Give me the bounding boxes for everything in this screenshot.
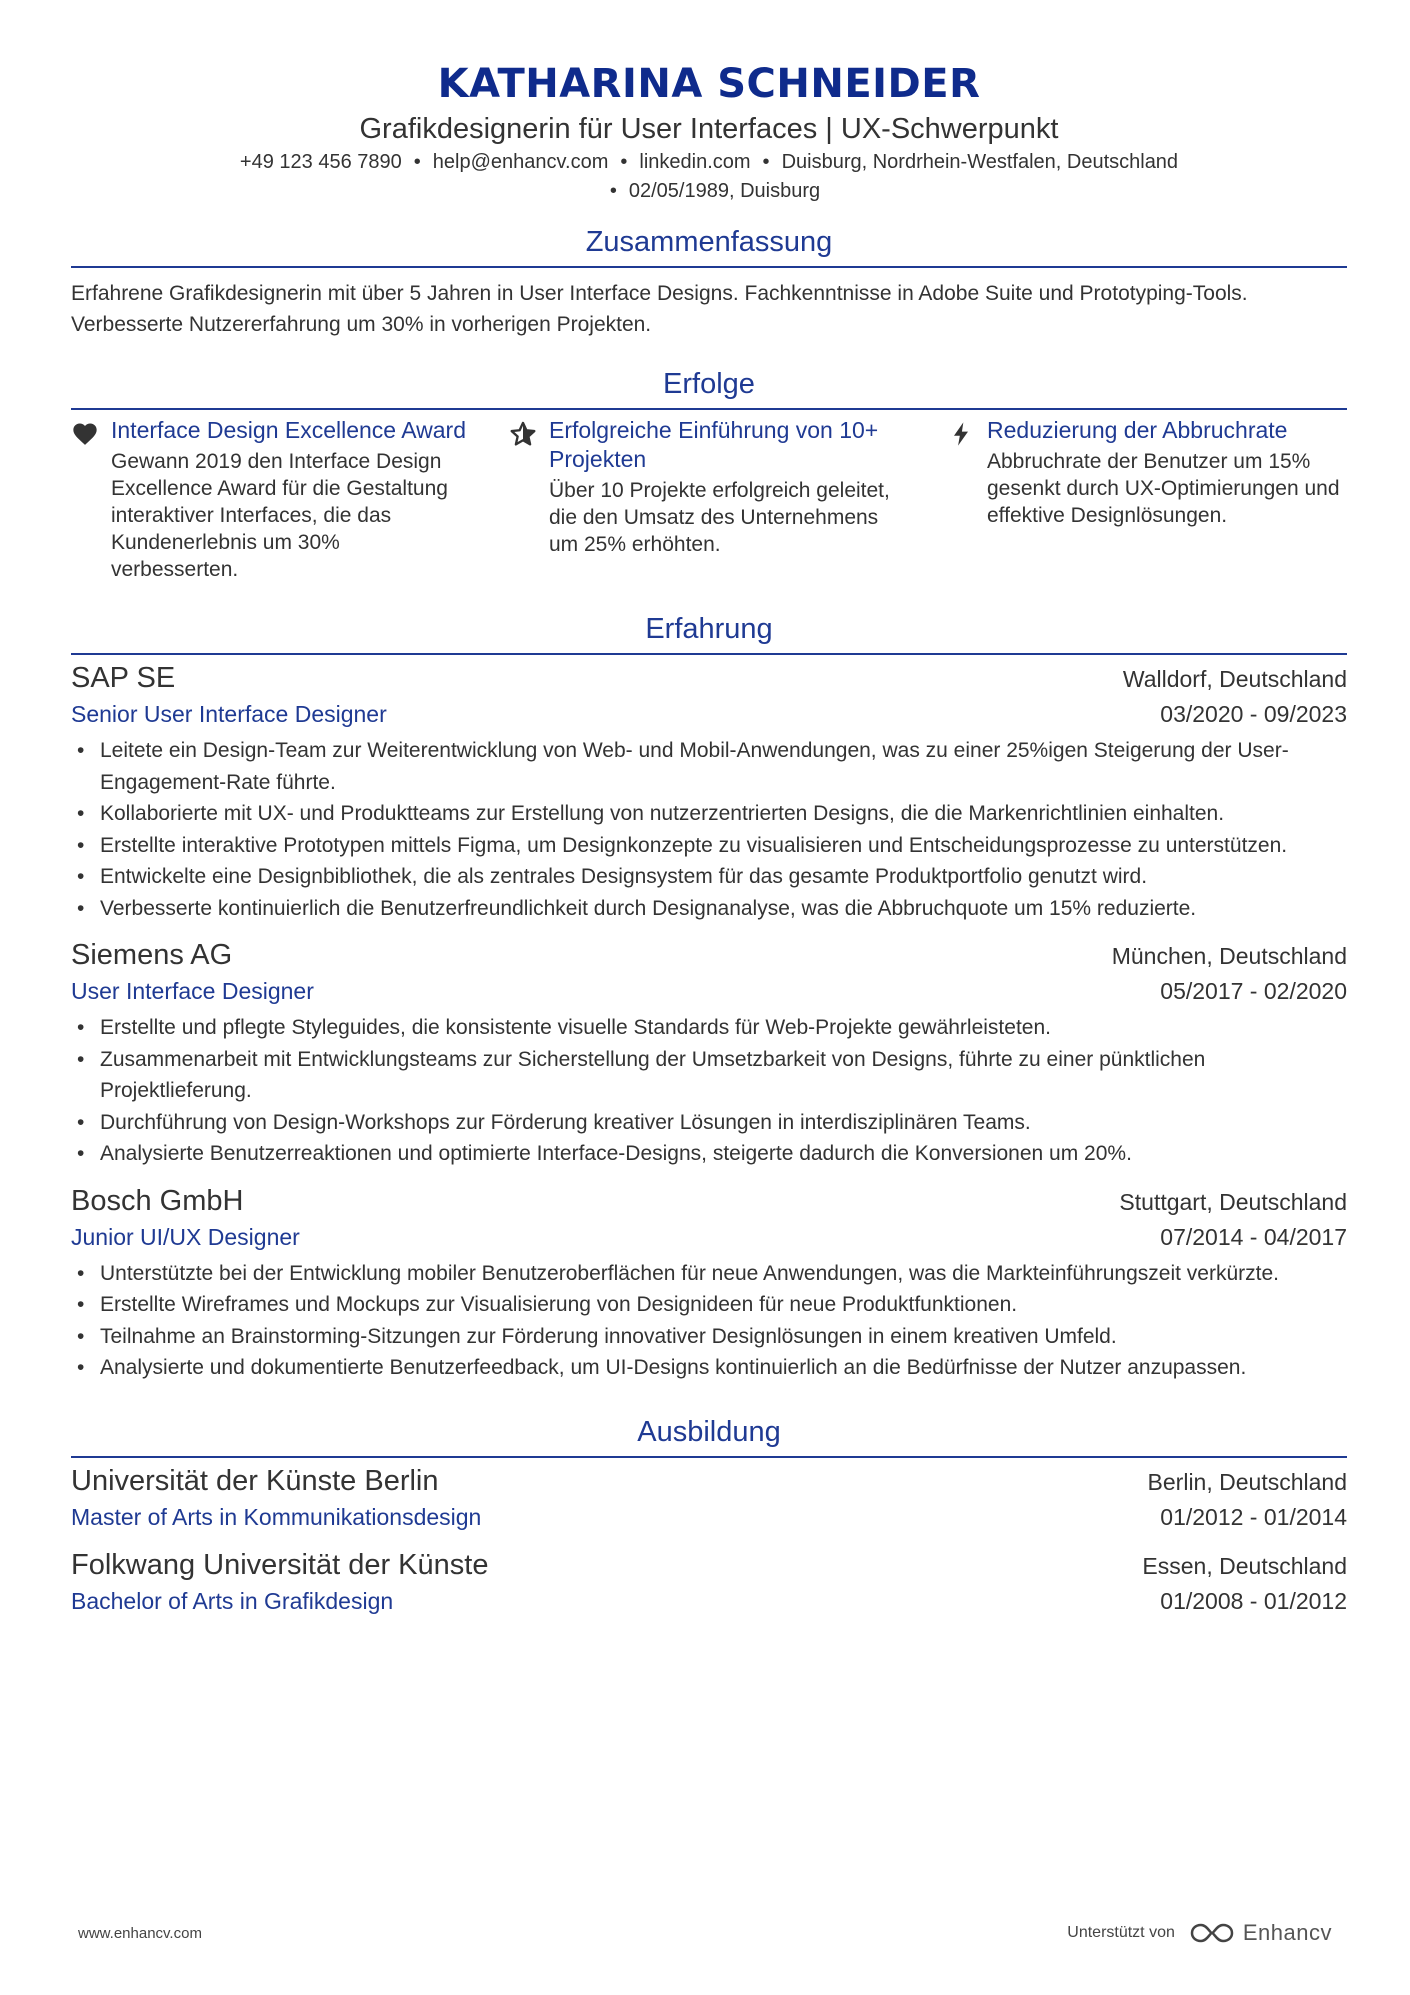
star-icon [509,416,549,448]
birth-line [71,177,1347,206]
separator-dot: • [762,151,770,173]
candidate-name: KATHARINA SCHNEIDER [437,61,981,107]
job-dates: 03/2020 - 09/2023 [1160,701,1347,727]
degree-name: Master of Arts in Kommunikationsdesign [71,1503,482,1530]
birth-text: 02/05/1989, Duisburg [628,180,821,202]
section-title-experience: Erfahrung [645,613,773,645]
list-item: • Analysierte Benutzerreaktionen und optimierte Interface-Designs, steigerte dadurch die Konversionen um 20%. [71,1138,1347,1170]
company-name: Siemens AG [71,939,233,971]
list-item: • Kollaborierte mit UX- und Produktteams zur Erstellung von nutzerzentrierten Designs, die die Markenrichtlinien einhalten. [71,798,1347,830]
page-footer [78,1920,1332,1946]
school-name: Folkwang Universität der Künste [71,1548,489,1581]
list-item: • Unterstützte bei der Entwicklung mobiler Benutzeroberflächen für neue Anwendungen, was die Markteinführungszeit verkürzte. [71,1258,1347,1290]
achievement-description: Über 10 Projekte erfolgreich geleitet, die den Umsatz des Unternehmens um 25% erhöhten. [549,479,890,556]
brand-logo[interactable] [1189,1920,1332,1946]
job-entry [71,936,1347,1170]
contact-line [71,148,1347,177]
brand-name: Enhancv [1242,1920,1332,1945]
footer-branding [1067,1920,1332,1946]
job-location: Stuttgart, Deutschland [1119,1188,1347,1215]
list-item: • Teilnahme an Brainstorming-Sitzungen zur Förderung innovativer Designlösungen in einem kreativen Umfeld. [71,1321,1347,1353]
job-entry [71,659,1347,924]
job-location: München, Deutschland [1111,943,1347,969]
section-title-summary: Zusammenfassung [585,226,833,258]
achievement-item [71,416,471,583]
resume-page [71,60,1347,1618]
section-divider [71,266,1347,268]
list-item: • Durchführung von Design-Workshops zur Förderung kreativer Lösungen in interdisziplinären Teams. [71,1107,1347,1139]
achievement-title: Interface Design Excellence Award [111,417,466,443]
education-entry [71,1462,1347,1534]
achievement-description: Gewann 2019 den Interface Design Excellence Award für die Gestaltung interaktiver Interfaces, die das Kundenerlebnis um 30% verbesserten. [111,450,448,581]
linkedin-link[interactable]: linkedin.com [639,151,751,173]
job-dates: 05/2017 - 02/2020 [1160,978,1347,1004]
list-item: • Verbesserte kontinuierlich die Benutzerfreundlichkeit durch Designanalyse, was die Abbruchquote um 15% reduzierte. [71,893,1347,925]
email-link[interactable]: help@enhancv.com [432,151,609,173]
section-divider [71,653,1347,655]
school-name: Universität der Künste Berlin [71,1464,439,1497]
list-item: • Erstellte Wireframes und Mockups zur Visualisierung von Designideen für neue Produktfunktionen. [71,1289,1347,1321]
job-location: Walldorf, Deutschland [1122,666,1347,692]
heart-icon [71,416,111,448]
school-location: Essen, Deutschland [1142,1552,1347,1579]
achievement-description: Abbruchrate der Benutzer um 15% gesenkt durch UX-Optimierungen und effektive Designlösungen. [987,450,1340,527]
job-dates: 07/2014 - 04/2017 [1160,1223,1347,1250]
separator-dot: • [620,151,628,173]
job-role: Senior User Interface Designer [71,701,387,727]
list-item: • Analysierte und dokumentierte Benutzerfeedback, um UI-Designs kontinuierlich an die Bedürfnisse der Nutzer anzupassen. [71,1352,1347,1384]
company-name: Bosch GmbH [71,1184,244,1217]
section-title-education: Ausbildung [637,1415,781,1448]
phone-number[interactable]: +49 123 456 7890 [239,151,402,173]
achievement-item [947,416,1347,583]
separator-dot: • [609,180,617,202]
section-divider [71,1456,1347,1458]
summary-text: Erfahrene Grafikdesignerin mit über 5 Jahren in User Interface Designs. Fachkenntnisse in Adobe Suite und Prototyping-Tools. Verbesserte Nutzererfahrung um 30% in vorherigen Projekten. [71,282,1248,336]
footer-website[interactable]: www.enhancv.com [78,1924,202,1942]
list-item: • Erstellte interaktive Prototypen mittels Figma, um Designkonzepte zu visualisieren und Entscheidungsprozesse zu unterstützen. [71,830,1347,862]
degree-name: Bachelor of Arts in Grafikdesign [71,1587,394,1614]
location-text: Duisburg, Nordrhein-Westfalen, Deutschland [781,151,1179,173]
section-divider [71,408,1347,410]
job-entry [71,1182,1347,1384]
education-entry [71,1546,1347,1618]
job-role: User Interface Designer [71,978,314,1004]
achievements-list [71,416,1347,583]
achievement-item [509,416,909,583]
school-location: Berlin, Deutschland [1147,1468,1347,1495]
list-item: • Leitete ein Design-Team zur Weiterentwicklung von Web- und Mobil-Anwendungen, was zu einer 25%igen Steigerung der User-Engagement-Rate führte. [71,735,1347,798]
education-dates: 01/2008 - 01/2012 [1160,1587,1347,1614]
section-title-achievements: Erfolge [663,368,755,400]
education-dates: 01/2012 - 01/2014 [1160,1503,1347,1530]
company-name: SAP SE [71,662,176,694]
list-item: • Entwickelte eine Designbibliothek, die als zentrales Designsystem für das gesamte Produktportfolio genutzt wird. [71,861,1347,893]
infinity-icon [1189,1921,1235,1945]
candidate-subtitle: Grafikdesignerin für User Interfaces | UX-Schwerpunkt [359,113,1059,145]
achievement-title: Reduzierung der Abbruchrate [987,417,1288,443]
job-bullets [71,735,1347,924]
powered-by-text: Unterstützt von [1067,1924,1175,1941]
job-role: Junior UI/UX Designer [71,1223,300,1250]
job-bullets [71,1258,1347,1384]
separator-dot: • [413,151,421,173]
list-item: • Zusammenarbeit mit Entwicklungsteams zur Sicherstellung der Umsetzbarkeit von Designs, führte zu einer pünktlichen Projektlieferung. [71,1044,1347,1107]
list-item: • Erstellte und pflegte Styleguides, die konsistente visuelle Standards für Web-Projekte gewährleisteten. [71,1012,1347,1044]
achievement-title: Erfolgreiche Einführung von 10+ Projekten [549,417,879,472]
lightning-icon [947,416,987,448]
job-bullets [71,1012,1347,1170]
